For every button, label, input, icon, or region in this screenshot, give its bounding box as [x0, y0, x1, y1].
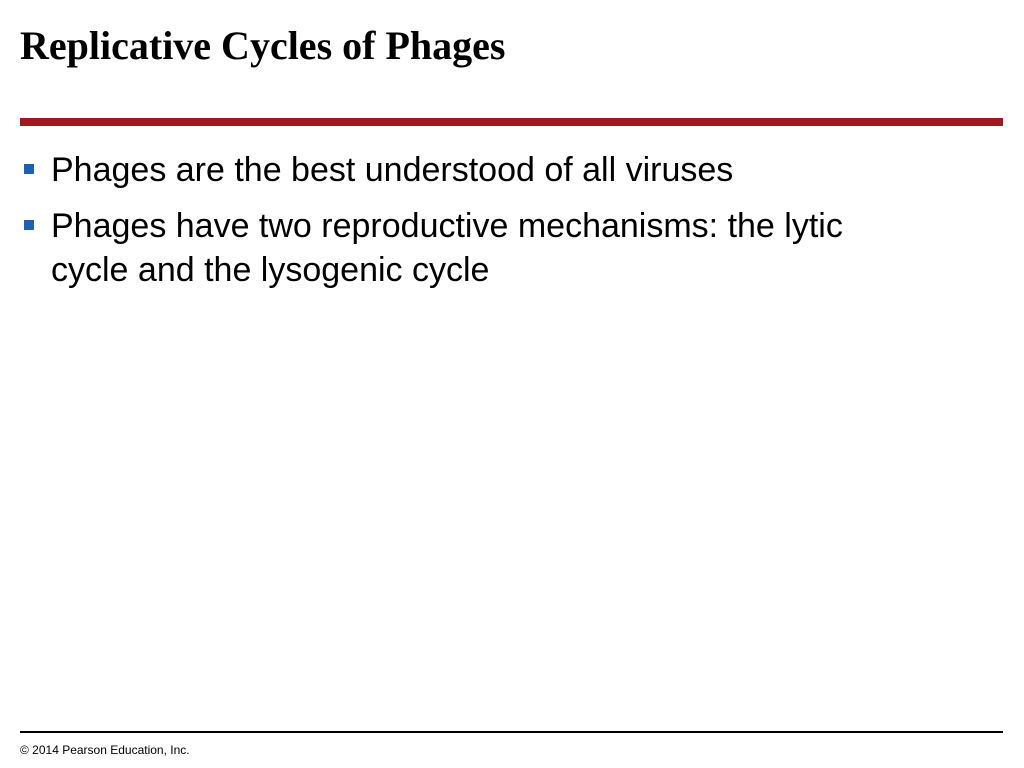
bullet-item — [20, 204, 920, 292]
copyright-footer: © 2014 Pearson Education, Inc. — [20, 743, 190, 757]
bullet-text: Phages are the best understood of all viruses — [51, 151, 734, 189]
title-divider — [20, 118, 1003, 126]
bullet-text: Phages have two reproductive mechanisms: the lytic cycle and the lysogenic cycle — [51, 207, 843, 289]
square-bullet-icon — [24, 220, 34, 230]
footer-divider — [20, 731, 1003, 733]
slide-title: Replicative Cycles of Phages — [20, 23, 506, 68]
square-bullet-icon — [24, 164, 34, 174]
bullet-item — [20, 148, 920, 192]
bullet-list — [20, 148, 920, 304]
